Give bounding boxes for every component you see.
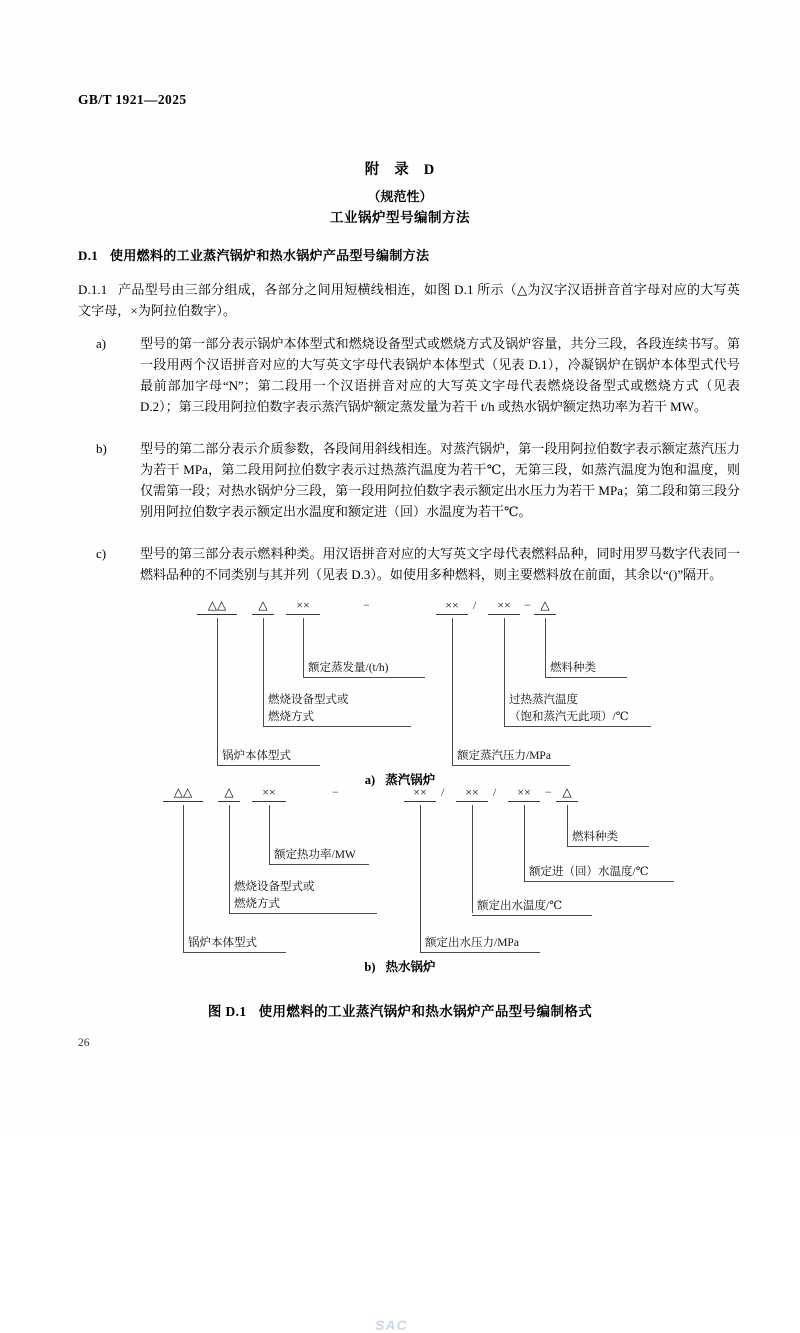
figure-number: 图 D.1 xyxy=(207,1004,247,1019)
callout-body xyxy=(183,935,286,953)
subfigure-label-b: 热水锅炉 xyxy=(385,960,436,974)
symbol-body-type: △△ xyxy=(197,598,237,615)
symbol-body-type: △△ xyxy=(163,785,203,802)
annex-nature: （规范性） xyxy=(367,189,433,204)
symbol-burner-type: △ xyxy=(218,785,240,802)
list-marker-b: b) xyxy=(96,441,107,456)
symbol-slash-1: / xyxy=(473,598,477,612)
symbol-in-temperature: ×× xyxy=(508,785,540,802)
callout-capacity xyxy=(269,847,369,865)
symbol-burner-type: △ xyxy=(252,598,274,615)
clause-d11-paragraph xyxy=(78,279,740,321)
running-header: GB/T 1921—2025 xyxy=(78,92,187,107)
clause-d11-text: 产品型号由三部分组成，各部分之间用短横线相连，如图 D.1 所示（△为汉字汉语拼音首字母对应的大写英文字母，×为阿拉伯数字）。 xyxy=(78,282,740,318)
figure-caption xyxy=(0,1000,800,1020)
callout-capacity xyxy=(303,660,425,678)
leader-line-body xyxy=(217,618,218,765)
diagram-steam-boiler xyxy=(0,598,800,787)
callout-pressure xyxy=(452,748,570,766)
callout-fuel-text: 燃料种类 xyxy=(545,660,627,678)
callout-body-text: 锅炉本体型式 xyxy=(183,935,286,953)
callout-fuel xyxy=(567,829,649,847)
leader-line-pressure xyxy=(452,618,453,765)
callout-in-temperature xyxy=(524,864,674,882)
figure-caption-text: 使用燃料的工业蒸汽锅炉和热水锅炉产品型号编制格式 xyxy=(258,1004,593,1019)
list-marker-c: c) xyxy=(96,546,107,561)
list-item xyxy=(96,438,740,522)
callout-burner-line1: 燃烧设备型式或 xyxy=(234,881,315,893)
list-item xyxy=(96,333,740,417)
list-item xyxy=(96,543,740,585)
callout-burner xyxy=(229,879,377,914)
subfigure-caption-b xyxy=(0,957,800,975)
list-text-c: 型号的第三部分表示燃料种类。用汉语拼音对应的大写英文字母代表燃料品种，同时用罗马数字代表同一燃料品种的不同类别与其并列（见表 D.3）。如使用多种燃料，则主要燃料放在前面，其余以“()”隔开。 xyxy=(140,546,740,582)
diagram-hotwater-boiler xyxy=(0,785,800,974)
subfigure-marker-b: b) xyxy=(364,960,376,974)
annex-label-prefix: 附 xyxy=(364,162,381,178)
clause-d1-heading xyxy=(78,245,429,264)
callout-body-text: 锅炉本体型式 xyxy=(217,748,320,766)
symbol-dash-2: − xyxy=(524,598,531,612)
symbol-fuel-type: △ xyxy=(534,598,556,615)
callout-capacity-text: 额定热功率/MW xyxy=(269,847,369,865)
callout-pressure-text: 额定蒸汽压力/MPa xyxy=(452,748,570,766)
callout-in-temperature-text: 额定进（回）水温度/℃ xyxy=(524,864,674,882)
annex-label-mid: 录 xyxy=(394,162,410,178)
leader-line-body xyxy=(183,805,184,952)
callout-temperature-line2: （饱和蒸汽无此项）/℃ xyxy=(504,709,651,727)
callout-body xyxy=(217,748,320,766)
list-text-b: 型号的第二部分表示介质参数，各段间用斜线相连。对蒸汽锅炉，第一段用阿拉伯数字表示额定蒸汽压力为若干 MPa，第二段用阿拉伯数字表示过热蒸汽温度为若干℃，无第三段，如蒸汽温度为饱和温度，则仅需第一段；对热水锅炉分三段，第一段用阿拉伯数字表示额定出水压力为若干 MPa；第二段和第三段分别用阿拉伯数字表示额定出水温度和额定进（回）水温度为若干℃。 xyxy=(140,441,740,519)
sac-watermark: SAC xyxy=(375,1317,408,1333)
callout-burner-line1: 燃烧设备型式或 xyxy=(268,694,349,706)
symbol-capacity: ×× xyxy=(286,598,320,615)
symbol-out-temperature: ×× xyxy=(456,785,488,802)
callout-out-pressure xyxy=(420,935,540,953)
callout-fuel xyxy=(545,660,627,678)
callout-burner xyxy=(263,692,411,727)
annex-title: 工业锅炉型号编制方法 xyxy=(330,210,470,225)
symbol-out-pressure: ×× xyxy=(404,785,436,802)
clause-d1-title: 使用燃料的工业蒸汽锅炉和热水锅炉产品型号编制方法 xyxy=(110,248,430,263)
page-number: 26 xyxy=(78,1037,90,1049)
clause-d11-number: D.1.1 xyxy=(78,282,108,297)
symbol-steam-temperature: ×× xyxy=(488,598,520,615)
symbol-slash-1: / xyxy=(441,785,445,799)
symbol-steam-pressure: ×× xyxy=(436,598,468,615)
leader-line-out-temperature xyxy=(472,805,473,913)
callout-temperature xyxy=(504,692,651,727)
subfigure-marker-a: a) xyxy=(364,773,376,787)
clause-d1-number: D.1 xyxy=(78,248,99,263)
symbol-capacity: ×× xyxy=(252,785,286,802)
annex-label-letter: D xyxy=(423,162,436,178)
annex-heading xyxy=(0,158,800,179)
callout-out-temperature xyxy=(472,898,592,916)
callout-burner-line2: 燃烧方式 xyxy=(263,709,411,727)
list-marker-a: a) xyxy=(96,336,107,351)
leader-line-out-pressure xyxy=(420,805,421,952)
symbol-dash-2: − xyxy=(545,785,552,799)
symbol-fuel-type: △ xyxy=(556,785,578,802)
callout-out-pressure-text: 额定出水压力/MPa xyxy=(420,935,540,953)
callout-burner-line2: 燃烧方式 xyxy=(229,896,377,914)
list-text-a: 型号的第一部分表示锅炉本体型式和燃烧设备型式或燃烧方式及锅炉容量，共分三段，各段连续书写。第一段用两个汉语拼音对应的大写英文字母代表锅炉本体型式（见表 D.1），冷凝锅炉在锅炉本体型式代号最前部加字母“N”；第二段用一个汉语拼音对应的大写英文字母代表燃烧设备型式或燃烧方式（见表 D.2）；第三段用阿拉伯数字表示蒸汽锅炉额定蒸发量为若干 t/h 或热水锅炉额定热功率为若干 MW。 xyxy=(140,336,740,414)
subfigure-label-a: 蒸汽锅炉 xyxy=(385,773,436,787)
callout-temperature-line1: 过热蒸汽温度 xyxy=(509,694,578,706)
callout-fuel-text: 燃料种类 xyxy=(567,829,649,847)
callout-out-temperature-text: 额定出水温度/℃ xyxy=(472,898,592,916)
symbol-separator-dash: − xyxy=(332,785,339,799)
symbol-slash-2: / xyxy=(493,785,497,799)
symbol-separator-dash: − xyxy=(363,598,370,612)
callout-capacity-text: 额定蒸发量/(t/h) xyxy=(303,660,425,678)
